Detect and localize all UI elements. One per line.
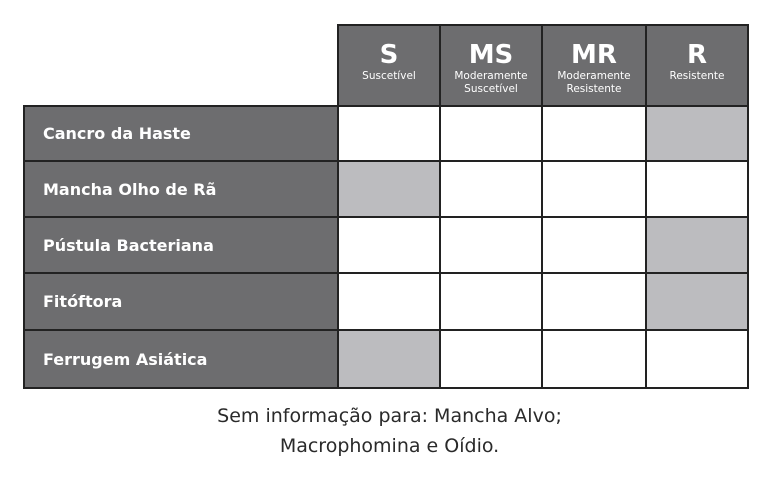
row-label: Pústula Bacteriana (23, 216, 339, 274)
rating-cell-marked (337, 329, 441, 389)
rating-cell (439, 272, 543, 331)
rating-cell-marked (645, 105, 749, 162)
row-label: Cancro da Haste (23, 105, 339, 162)
column-code: S (379, 40, 399, 70)
column-code: MR (571, 40, 617, 70)
column-desc: Resistente (566, 83, 622, 95)
row-label: Mancha Olho de Rã (23, 160, 339, 218)
rating-cell-marked (337, 160, 441, 218)
note-line-1: Sem informação para: Mancha Alvo; (217, 405, 562, 427)
column-desc: Suscetível (464, 83, 518, 95)
rating-cell (541, 329, 647, 389)
rating-cell (439, 329, 543, 389)
column-code: R (686, 40, 708, 70)
row-label: Ferrugem Asiática (23, 329, 339, 389)
column-desc: Moderamente (454, 70, 528, 82)
rating-cell (541, 272, 647, 331)
rating-cell (337, 272, 441, 331)
rating-cell (541, 160, 647, 218)
column-header-s (337, 24, 441, 107)
rating-cell (439, 216, 543, 274)
column-desc: Moderamente (557, 70, 631, 82)
column-header-mr (541, 24, 647, 107)
rating-cell (645, 329, 749, 389)
column-desc: Suscetível (362, 70, 416, 82)
rating-cell (645, 160, 749, 218)
rating-cell (439, 105, 543, 162)
rating-cell (439, 160, 543, 218)
column-desc: Resistente (669, 70, 725, 82)
missing-info-note (0, 401, 779, 461)
rating-cell (337, 105, 441, 162)
column-code: MS (468, 40, 514, 70)
column-header-ms (439, 24, 543, 107)
column-header-r (645, 24, 749, 107)
rating-cell (541, 216, 647, 274)
note-line-2: Macrophomina e Oídio. (279, 435, 500, 457)
rating-cell (541, 105, 647, 162)
rating-cell-marked (645, 216, 749, 274)
rating-cell (337, 216, 441, 274)
rating-cell-marked (645, 272, 749, 331)
row-label: Fitóftora (23, 272, 339, 331)
